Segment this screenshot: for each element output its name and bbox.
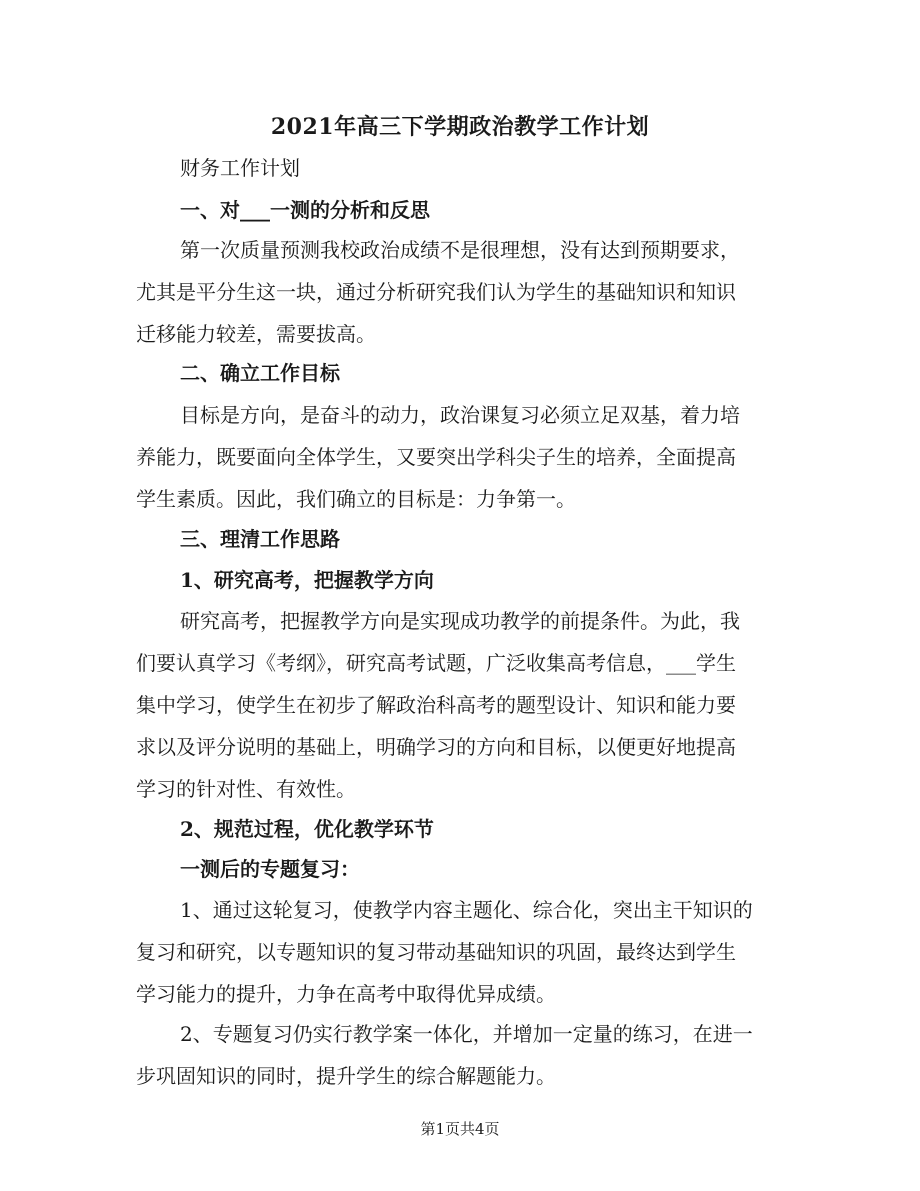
paragraph-line: 学习能力的提升，力争在高考中取得优异成绩。 xyxy=(136,982,556,1006)
section-heading-2: 二、确立工作目标 xyxy=(180,361,340,385)
paragraph-line: 迁移能力较差，需要拔高。 xyxy=(136,322,376,346)
paragraph-line: 学生素质。因此，我们确立的目标是：力争第一。 xyxy=(136,487,576,511)
paragraph-line: 尤其是平分生这一块，通过分析研究我们认为学生的基础知识和知识 xyxy=(136,280,736,304)
paragraph-line: 求以及评分说明的基础上，明确学习的方向和目标，以便更好地提高 xyxy=(136,735,736,759)
subtitle-line: 财务工作计划 xyxy=(180,156,300,180)
subsection-heading-2: 2、规范过程，优化教学环节 xyxy=(180,817,434,841)
subsection-heading-1: 1、研究高考，把握教学方向 xyxy=(180,568,434,592)
paragraph-line: 们要认真学习《考纲》，研究高考试题，广泛收集高考信息，___学生 xyxy=(136,651,736,675)
paragraph-line: 步巩固知识的同时，提升学生的综合解题能力。 xyxy=(136,1064,556,1088)
paragraph-line: 2、专题复习仍实行教学案一体化，并增加一定量的练习，在进一 xyxy=(180,1022,753,1046)
page-number: 第1页共4页 xyxy=(420,1120,500,1138)
paragraph-line: 学习的针对性、有效性。 xyxy=(136,777,356,801)
paragraph-line: 集中学习，使学生在初步了解政治科高考的题型设计、知识和能力要 xyxy=(136,693,736,717)
paragraph-line: 目标是方向，是奋斗的动力，政治课复习必须立足双基，着力培 xyxy=(180,403,740,427)
paragraph-line: 复习和研究，以专题知识的复习带动基础知识的巩固，最终达到学生 xyxy=(136,940,736,964)
subsection-heading-3: 一测后的专题复习： xyxy=(180,857,360,881)
paragraph-line: 1、通过这轮复习，使教学内容主题化、综合化，突出主干知识的 xyxy=(180,898,753,922)
paragraph-line: 研究高考，把握教学方向是实现成功教学的前提条件。为此，我 xyxy=(180,609,740,633)
document-title: 2021年高三下学期政治教学工作计划 xyxy=(270,114,650,140)
section-heading-1: 一、对___一测的分析和反思 xyxy=(180,198,430,222)
paragraph-line: 养能力，既要面向全体学生，又要突出学科尖子生的培养，全面提高 xyxy=(136,445,736,469)
paragraph-line: 第一次质量预测我校政治成绩不是很理想，没有达到预期要求， xyxy=(180,238,740,262)
section-heading-3: 三、理清工作思路 xyxy=(180,527,340,551)
